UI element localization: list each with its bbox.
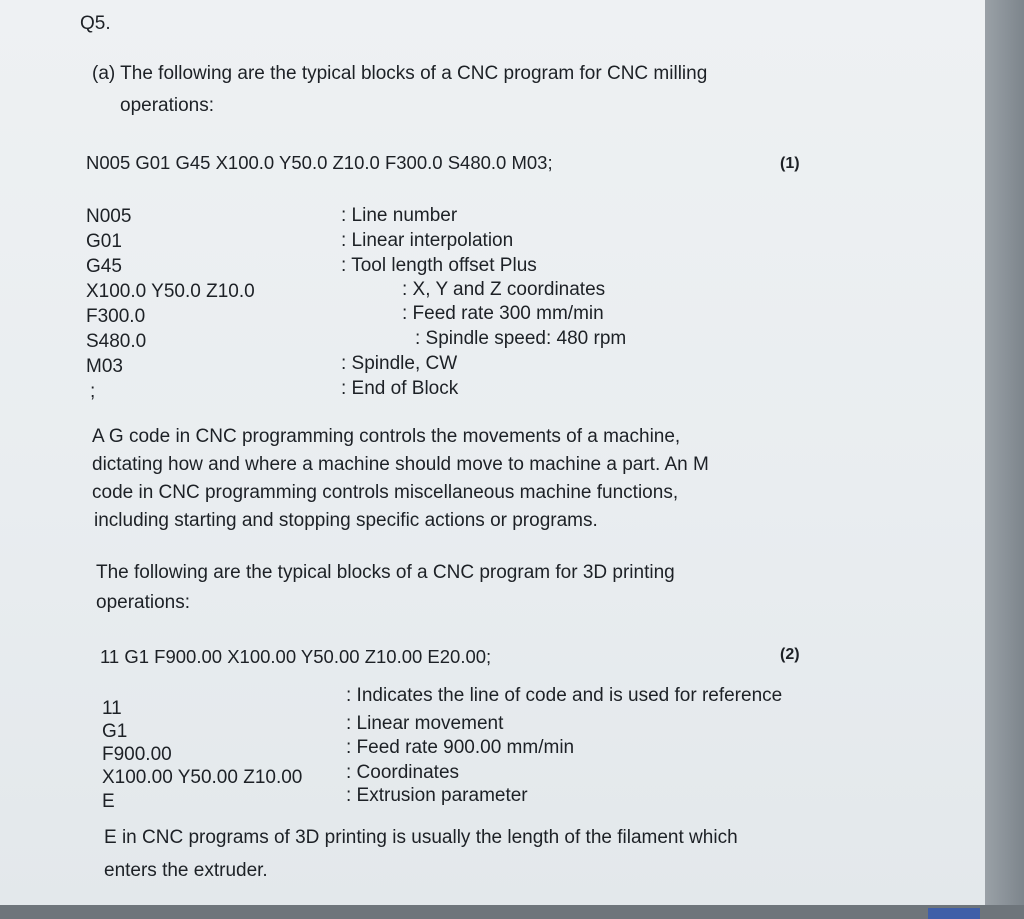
printing-intro-line2: operations: xyxy=(96,592,191,613)
blue-object xyxy=(928,908,980,919)
printing-code: F900.00 xyxy=(102,744,172,765)
milling-desc: : Tool length offset Plus xyxy=(341,255,537,276)
printing-block: 11 G1 F900.00 X100.00 Y50.00 Z10.00 E20.00; xyxy=(100,646,492,667)
question-number: Q5. xyxy=(80,13,111,34)
milling-desc: : Line number xyxy=(341,205,458,226)
paragraph-line: A G code in CNC programming controls the movements of a machine, xyxy=(92,426,681,447)
paragraph-line: enters the extruder. xyxy=(104,860,268,881)
paragraph-line: code in CNC programming controls miscellaneous machine functions, xyxy=(92,482,679,503)
part-a-intro-line1: (a) The following are the typical blocks of a CNC program for CNC milling xyxy=(92,63,708,84)
milling-desc: : Spindle speed: 480 rpm xyxy=(415,328,627,349)
printing-desc: : Indicates the line of code and is used for reference xyxy=(346,685,783,706)
printing-code: 11 xyxy=(102,698,122,719)
background-surface xyxy=(0,905,1024,919)
printing-intro-line1: The following are the typical blocks of a CNC program for 3D printing xyxy=(96,562,675,583)
printing-code: X100.00 Y50.00 Z10.00 xyxy=(102,767,303,788)
milling-desc: : Linear interpolation xyxy=(341,230,514,251)
milling-code: N005 xyxy=(86,206,132,227)
printing-desc: : Extrusion parameter xyxy=(346,785,528,806)
part-a-intro-line2: operations: xyxy=(120,95,215,116)
milling-code: X100.0 Y50.0 Z10.0 xyxy=(86,281,255,302)
printing-desc: : Feed rate 900.00 mm/min xyxy=(346,737,575,758)
printing-desc: : Coordinates xyxy=(346,762,460,783)
milling-desc: : Spindle, CW xyxy=(341,353,458,374)
milling-code: G45 xyxy=(86,256,122,277)
milling-desc: : Feed rate 300 mm/min xyxy=(402,303,604,324)
milling-code: F300.0 xyxy=(86,306,146,327)
milling-desc: : End of Block xyxy=(341,378,459,399)
milling-code: M03 xyxy=(86,356,123,377)
paragraph-line: including starting and stopping specific actions or programs. xyxy=(94,510,598,531)
milling-code: G01 xyxy=(86,231,122,252)
printing-equation-ref: (2) xyxy=(780,646,800,663)
paragraph-line: dictating how and where a machine should move to machine a part. An M xyxy=(92,454,709,475)
printing-desc: : Linear movement xyxy=(346,713,504,734)
milling-code: S480.0 xyxy=(86,331,147,352)
milling-block: N005 G01 G45 X100.0 Y50.0 Z10.0 F300.0 S480.0 M03; xyxy=(86,152,553,173)
paragraph-line: E in CNC programs of 3D printing is usually the length of the filament which xyxy=(104,827,738,848)
milling-equation-ref: (1) xyxy=(780,155,800,172)
printing-code: G1 xyxy=(102,721,128,742)
background-surface xyxy=(985,0,1024,919)
printing-code: E xyxy=(102,791,115,812)
milling-desc: : X, Y and Z coordinates xyxy=(402,279,606,300)
milling-code: ; xyxy=(90,381,96,402)
